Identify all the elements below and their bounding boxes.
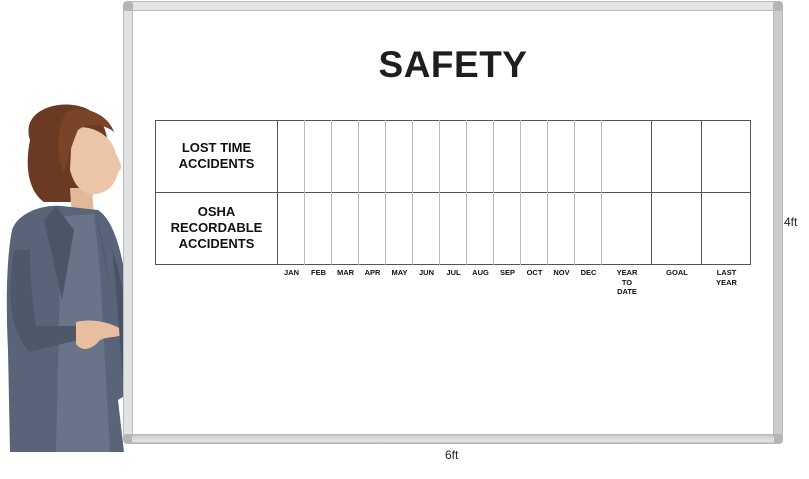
column-label-line: JUN (418, 268, 434, 277)
column-label-goal (652, 268, 702, 278)
column-label-line: APR (364, 268, 381, 277)
height-dimension-label: 4ft (784, 215, 798, 229)
row-label-line: ACCIDENTS (178, 236, 255, 251)
column-label-line: SEP (499, 268, 515, 277)
column-label-line: DEC (580, 268, 597, 277)
row-label-line: ACCIDENTS (178, 156, 255, 171)
column-label-line: OCT (526, 268, 543, 277)
column-label-line: DATE (617, 287, 637, 296)
column-label-line: MAY (391, 268, 408, 277)
column-label-line: GOAL (666, 268, 688, 277)
column-label-line: MAR (336, 268, 355, 277)
row-label-line: OSHA (197, 204, 236, 219)
column-label-dec (575, 268, 602, 278)
column-label-oct (521, 268, 548, 278)
width-dimension-label: 6ft (445, 448, 459, 462)
column-label-aug (467, 268, 494, 278)
board-title: SAFETY (378, 44, 528, 85)
column-label-apr (359, 268, 386, 278)
column-label-feb (305, 268, 332, 278)
column-label-sep (494, 268, 521, 278)
column-label-line: AUG (472, 268, 489, 277)
row-label-line: LOST TIME (181, 140, 252, 155)
column-label-jan (278, 268, 305, 278)
frame-corner (773, 434, 782, 443)
column-label-year-to-date (602, 268, 652, 297)
column-label-line: YEAR (616, 268, 638, 277)
column-label-may (386, 268, 413, 278)
column-label-jul (440, 268, 467, 278)
row-label-osha-recordable-accidents (155, 204, 278, 252)
column-label-line: JAN (283, 268, 299, 277)
frame-corner (124, 2, 133, 11)
column-label-line: NOV (553, 268, 570, 277)
column-label-line: JUL (446, 268, 461, 277)
column-label-last-year (702, 268, 751, 287)
frame-corner (773, 2, 782, 11)
row-label-lost-time-accidents (155, 140, 278, 172)
column-label-jun (413, 268, 440, 278)
column-label-nov (548, 268, 575, 278)
column-label-line: FEB (311, 268, 326, 277)
row-label-line: RECORDABLE (170, 220, 263, 235)
woman-presenter-illustration (0, 100, 140, 452)
column-label-line: LAST (716, 268, 737, 277)
column-label-mar (332, 268, 359, 278)
column-label-line: YEAR (716, 277, 737, 287)
marker-tray (132, 436, 774, 442)
column-label-line: TO (621, 277, 633, 287)
